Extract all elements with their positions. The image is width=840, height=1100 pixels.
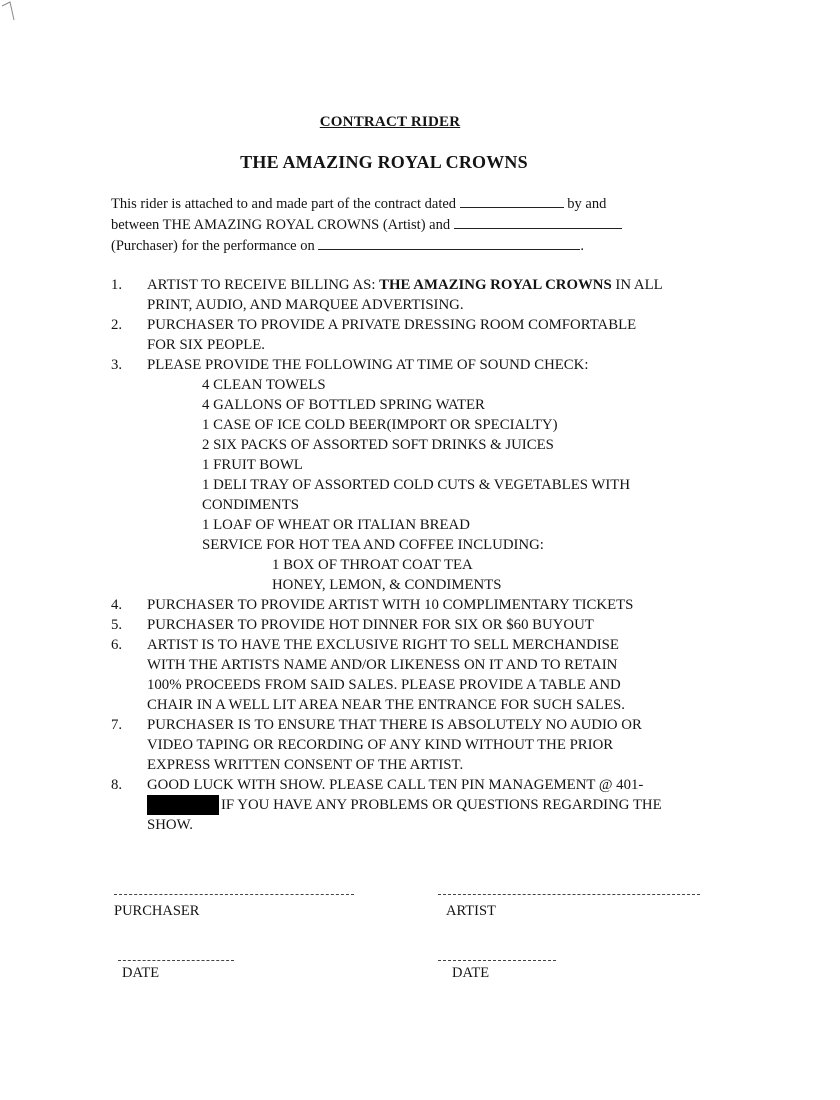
intro-text: .	[580, 238, 584, 254]
item-text: IN ALL	[611, 277, 663, 293]
item-text: PRINT, AUDIO, AND MARQUEE ADVERTISING.	[147, 297, 464, 313]
item-number: 7.	[111, 717, 123, 733]
sub-item: 4 GALLONS OF BOTTLED SPRING WATER	[202, 397, 485, 413]
item-number: 6.	[111, 637, 123, 653]
sub-item: 2 SIX PACKS OF ASSORTED SOFT DRINKS & JUICES	[202, 437, 554, 453]
item-text: GOOD LUCK WITH SHOW. PLEASE CALL TEN PIN MANAGEMENT @ 401-	[147, 777, 644, 793]
item-text: PURCHASER TO PROVIDE A PRIVATE DRESSING ROOM COMFORTABLE	[147, 317, 637, 333]
purchaser-date-label: DATE	[122, 965, 160, 981]
list-item	[111, 715, 751, 775]
list-item	[111, 355, 751, 375]
purchaser-label: PURCHASER	[114, 903, 200, 919]
artist-label: ARTIST	[446, 903, 496, 919]
intro-paragraph	[111, 194, 731, 257]
item-text: PURCHASER TO PROVIDE HOT DINNER FOR SIX OR $60 BUYOUT	[147, 617, 594, 633]
list-item	[111, 615, 751, 635]
item-number: 2.	[111, 317, 123, 333]
item-text: SHOW.	[147, 817, 193, 833]
sub-item: 1 CASE OF ICE COLD BEER(IMPORT OR SPECIALTY)	[202, 417, 558, 433]
redaction-block	[147, 795, 219, 815]
item-text: ARTIST TO RECEIVE BILLING AS:	[147, 277, 380, 293]
list-item	[111, 315, 751, 355]
intro-line-3	[111, 236, 731, 257]
intro-text: This rider is attached to and made part of the contract dated	[111, 196, 457, 212]
item-text: ARTIST IS TO HAVE THE EXCLUSIVE RIGHT TO SELL MERCHANDISE	[147, 637, 619, 653]
list-item	[111, 635, 751, 715]
list-item	[111, 775, 751, 835]
item-text: FOR SIX PEOPLE.	[147, 337, 265, 353]
item-number: 4.	[111, 597, 123, 613]
sub-item: 4 CLEAN TOWELS	[202, 377, 326, 393]
intro-text: between THE AMAZING ROYAL CROWNS (Artist) and	[111, 217, 451, 233]
sub-item: 1 DELI TRAY OF ASSORTED COLD CUTS & VEGETABLES WITH	[202, 477, 631, 493]
item-text: PLEASE PROVIDE THE FOLLOWING AT TIME OF SOUND CHECK:	[147, 357, 589, 373]
item-text: WITH THE ARTISTS NAME AND/OR LIKENESS ON IT AND TO RETAIN	[147, 657, 618, 673]
item-number: 8.	[111, 777, 123, 793]
item-number: 5.	[111, 617, 123, 633]
item-text: VIDEO TAPING OR RECORDING OF ANY KIND WITHOUT THE PRIOR	[147, 737, 614, 753]
intro-line-1	[111, 194, 731, 215]
artist-signature-line	[438, 894, 700, 895]
artist-date-line	[438, 960, 556, 961]
sub-item: SERVICE FOR HOT TEA AND COFFEE INCLUDING:	[202, 537, 544, 553]
rider-title: CONTRACT RIDER	[319, 114, 461, 130]
intro-text: by and	[567, 196, 607, 212]
contract-date-blank	[460, 195, 564, 208]
rider-list	[111, 275, 751, 835]
list-item	[111, 275, 751, 315]
item-text: IF YOU HAVE ANY PROBLEMS OR QUESTIONS REGARDING THE	[221, 797, 662, 813]
item-text: PURCHASER TO PROVIDE ARTIST WITH 10 COMPLIMENTARY TICKETS	[147, 597, 634, 613]
item-text: PURCHASER IS TO ENSURE THAT THERE IS ABSOLUTELY NO AUDIO OR	[147, 717, 642, 733]
intro-line-2	[111, 215, 731, 236]
scan-artifact-mark	[0, 0, 30, 30]
sub-item: 1 LOAF OF WHEAT OR ITALIAN BREAD	[202, 517, 470, 533]
sub-item: CONDIMENTS	[202, 497, 300, 513]
sub-item: 1 FRUIT BOWL	[202, 457, 303, 473]
list-item	[111, 595, 751, 615]
item-text-bold: THE AMAZING ROYAL CROWNS	[379, 277, 612, 293]
item-number: 1.	[111, 277, 123, 293]
sub-sub-item: HONEY, LEMON, & CONDIMENTS	[272, 577, 502, 593]
purchaser-date-line	[118, 960, 234, 961]
purchaser-signature-line	[114, 894, 354, 895]
intro-text: (Purchaser) for the performance on	[111, 238, 315, 254]
artist-date-label: DATE	[452, 965, 490, 981]
item-number: 3.	[111, 357, 123, 373]
item-text: CHAIR IN A WELL LIT AREA NEAR THE ENTRANCE FOR SUCH SALES.	[147, 697, 625, 713]
sub-sub-item: 1 BOX OF THROAT COAT TEA	[272, 557, 473, 573]
item-text: EXPRESS WRITTEN CONSENT OF THE ARTIST.	[147, 757, 464, 773]
performance-date-blank	[318, 237, 580, 250]
purchaser-name-blank	[454, 216, 622, 229]
item-text: 100% PROCEEDS FROM SAID SALES. PLEASE PROVIDE A TABLE AND	[147, 677, 621, 693]
band-title: THE AMAZING ROYAL CROWNS	[240, 152, 528, 172]
